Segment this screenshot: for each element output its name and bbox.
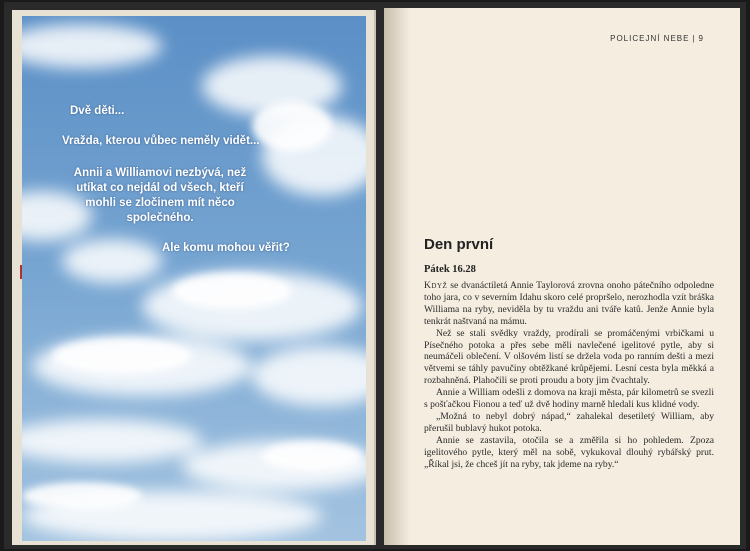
body-text bbox=[424, 280, 714, 471]
paragraph-5: Annie se zastavila, otočila se a změřila si ho pohledem. Zpoza igelitového pytle, který měl na sobě, vykukoval dlouhý rybářský prut. „Říkal jsi, že chceš jít na ryby, tak jdeme na ryby.“ bbox=[424, 434, 714, 470]
paragraph-lead: Když bbox=[424, 280, 448, 291]
right-page bbox=[384, 8, 740, 545]
book-spread bbox=[4, 2, 746, 549]
blurb-text bbox=[22, 16, 366, 541]
chapter-title: Den první bbox=[424, 236, 494, 253]
paragraph-1 bbox=[424, 280, 714, 328]
gutter-shadow bbox=[384, 8, 410, 545]
paragraph-3: Annie a William odešli z domova na kraji města, pár kilometrů se svezli s pošťačkou Fionou a teď už dvě hodiny marně hledali kus klidné vody. bbox=[424, 387, 714, 411]
blurb-line-3: Annii a Williamovi nezbývá, než utíkat co nejdál od všech, kteří mohli se zločinem mít něco společného. bbox=[73, 167, 247, 224]
time-heading: Pátek 16.28 bbox=[424, 264, 476, 275]
paragraph-text: se dvanáctiletá Annie Taylorová zrovna onoho pátečního odpoledne toho jara, co v severním Idahu skoro celé propršelo, nerozhodla vzít bráška Williama na ryby, neviděla by tu vraždu ani tváře katů. Jenže Annie byla tenkrát naštvaná na mámu. bbox=[424, 280, 714, 327]
running-head bbox=[610, 34, 704, 43]
running-head-title: POLICEJNÍ NEBE bbox=[610, 34, 690, 43]
blurb-line-1: Dvě děti... bbox=[70, 105, 125, 117]
left-page bbox=[12, 10, 376, 545]
sky-photo bbox=[22, 16, 366, 541]
page-number: 9 bbox=[698, 34, 704, 43]
paragraph-2: Než se stali svědky vraždy, prodírali se promáčenými vrbičkami u Písečného potoka a přes sebe měli navlečené igelitové pytle, aby si neumáčeli oblečení. V olšovém listí se držela voda po ranním dešti a mezi větvemi se táhly pavučiny obtěžkané krůpějemi. Lesní cesta byla měkká a rozbahněná. Plahočili se proti proudu a boty jim čvachtaly. bbox=[424, 327, 714, 387]
paragraph-4: „Možná to nebyl dobrý nápad,“ zahalekal desetiletý William, aby přerušil bublavý hukot potoka. bbox=[424, 410, 714, 434]
running-head-separator: | bbox=[692, 34, 696, 43]
blurb-line-2: Vražda, kterou vůbec neměly vidět... bbox=[62, 135, 260, 147]
blurb-line-4: Ale komu mohou věřit? bbox=[162, 242, 290, 254]
